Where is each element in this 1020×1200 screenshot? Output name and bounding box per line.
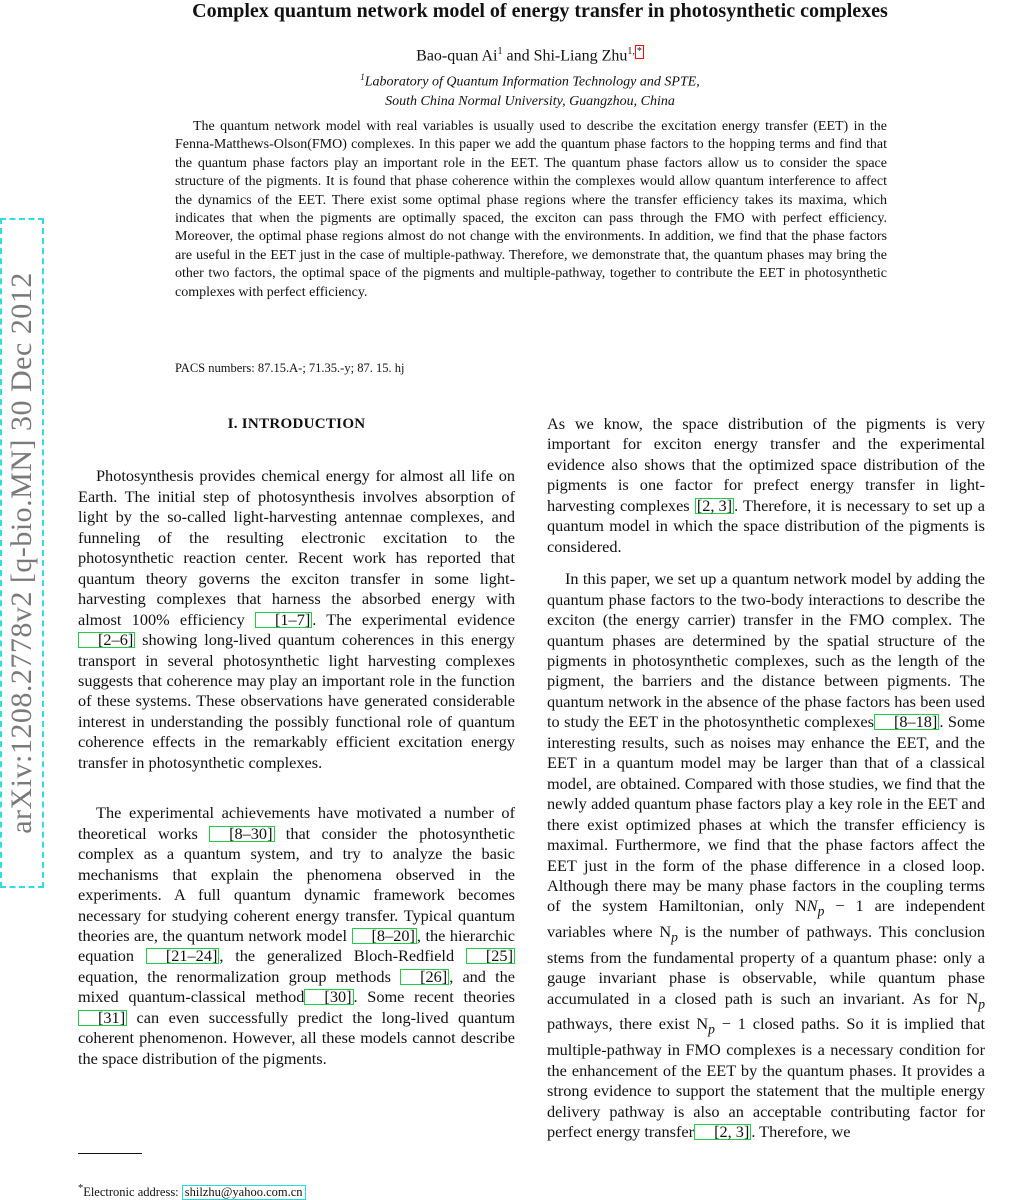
author-line [80, 42, 980, 66]
paragraph-text: , the generalized Bloch-Redfield [219, 946, 466, 966]
paragraph [547, 569, 985, 1142]
footnote-link[interactable]: * [636, 46, 642, 57]
pacs-numbers: PACS numbers: 87.15.A-; 71.35.-y; 87. 15. hj [175, 361, 405, 375]
affiliation-mark: 1, [627, 46, 635, 57]
affiliation-line: South China Normal University, Guangzhou, China [385, 93, 675, 109]
author-name: Shi-Liang Zhu [533, 47, 628, 65]
math-var [671, 922, 678, 945]
paragraph-text: , the hierarchic equation [78, 925, 515, 966]
citation-link[interactable]: [31] [78, 1010, 127, 1026]
citation-link[interactable]: [8–30] [209, 826, 274, 842]
citation-link[interactable]: [2, 3] [696, 495, 733, 515]
paper-title: Complex quantum network model of energy transfer in photosynthetic complexes [192, 0, 888, 22]
paragraph-text: that consider the photosynthetic complex as a quantum system, and try to analyze the basic mechanisms that explain the phenomena observed in the experiments. A full quantum dynamic framework becomes necessary for studying coherent energy transfer. Typical quantum theories are, the quantum network model [78, 823, 516, 945]
math-var: $N_p$ [806, 896, 825, 919]
citation-link[interactable]: [30] [304, 989, 353, 1005]
citation-link[interactable]: [2–6] [78, 632, 135, 648]
math-subscript: p [978, 995, 985, 1011]
citation-link[interactable]: [25] [466, 948, 515, 964]
author-name: Bao-quan Ai [416, 47, 498, 65]
paragraph-text: is the number of pathways. This conclusion stems from the fundamental property of a quantum phase: only a gauge invariant phase is observable, while quantum phase accumulated in a closed path is such an invariant. As for N [547, 922, 986, 1008]
paragraph-text: − 1 are independent variables where N [547, 896, 985, 942]
footnote-mark: * [78, 1183, 84, 1194]
arxiv-id: arXiv:1208.2778v2 [q-bio.MN] 30 Dec 2012 [5, 272, 38, 834]
footnote-rule [78, 1153, 142, 1154]
author-conjunction: and [506, 47, 530, 65]
math-subscript: p [708, 1021, 715, 1037]
citation-link[interactable]: [26] [400, 969, 449, 985]
affiliation [80, 68, 980, 111]
affiliation-mark: 1 [360, 72, 365, 82]
paragraph-text: . Therefore, we [751, 1121, 851, 1141]
paragraph [78, 466, 515, 773]
footnote-label: Electronic address: [83, 1185, 182, 1200]
abstract: The quantum network model with real variables is usually used to describe the excitation energy transfer (EET) in the Fenna-Matthews-Olson(FMO) complexes. In this paper we add the quantum phase factors to the hopping terms and find that the quantum phase factors play an important role in the EET. The quantum phase factors allow us to consider the space structure of the pigments. It is found that phase coherence within the complexes would allow quantum interference to affect the dynamics of the EET. There exist some optimal phase regions where the transfer efficiency takes its maxima, which indicates that when the pigments are optimally spaced, the exciton can pass through the FMO with perfect efficiency. Moreover, the optimal phase regions almost do not change with the environments. In addition, we find that the phase factors are useful in the EET just in the case of multiple-pathway. Therefore, we demonstrate that, the quantum phases may bring the other two factors, the optimal space of the pigments and multiple-pathway, together to contribute the EET in photosynthetic complexes with perfect efficiency. [175, 119, 887, 300]
paragraph-text: can even successfully predict the long-lived quantum coherent phenomenon. However, all these models cannot describe the space distribution of the pigments. [78, 1007, 515, 1068]
affiliation-line: Laboratory of Quantum Information Technology and SPTE, [364, 74, 700, 90]
left-column [78, 414, 515, 1069]
citation-link[interactable]: [1–7] [255, 612, 312, 628]
paragraph-text: . The experimental evidence [312, 609, 515, 629]
math-var [708, 1014, 715, 1037]
paragraph-text: showing long-lived quantum coherences in this energy transport in several photosynthetic light harvesting complexes suggests that coherence may play an important role in the function of these systems. These observations have generated considerable interest in understanding the possibly functional role of quantum coherence effects in the remarkably efficient excitation energy transfer in photosynthetic complexes. [78, 630, 515, 772]
paragraph-text: . Some recent theories [353, 987, 516, 1007]
math-var [978, 989, 985, 1011]
math-subscript: p [817, 903, 825, 919]
paragraph-text: . Some interesting results, such as noises may enhance the EET, and the EET in a quantum model may be larger than that of a classical model, are obtained. Compared with those studies, we find that the newly added quantum phase factors play a key role in the EET and there exist optimized phases at which the transfer efficiency is maximal. Furthermore, we find that the phase factors affect the EET just in the form of the phase difference in a closed loop. Although there may be many phase factors in the coupling terms of the system Hamiltonian, only N [547, 712, 986, 916]
paragraph [547, 414, 985, 557]
paragraph-text: Photosynthesis provides chemical energy for almost all life on Earth. The initial step of photosynthesis involves absorption of light by the so-called light-harvesting antennae complexes, and funneling of the resulting electronic excitation to the photosynthetic reaction center. Recent work has reported that quantum theory governs the exciton transfer in some light-harvesting complexes that harness the absorbed energy with almost 100% efficiency [78, 466, 515, 629]
paragraph-text: − 1 closed paths. So it is implied that multiple-pathway in FMO complexes is a necessary condition for the enhancement of the EET by the quantum phases. It provides a strong evidence to support the statement that the multiple energy delivery pathway is also an acceptable contributing factor for perfect energy transfer [547, 1014, 985, 1141]
paragraph-text: The experimental achievements have motivated a number of theoretical works [78, 803, 515, 843]
paragraph-text: pathways, there exist N [547, 1014, 709, 1034]
affiliation-mark: 1 [497, 46, 503, 57]
citation-link[interactable]: [2, 3] [694, 1124, 751, 1140]
citation-link[interactable]: [8–18] [874, 714, 939, 730]
right-column [547, 414, 985, 1142]
paragraph-text: , and the mixed quantum-classical method [78, 966, 515, 1007]
footnote [78, 1181, 306, 1200]
email-link[interactable]: shilzhu@yahoo.com.cn [182, 1185, 306, 1200]
paragraph-text: In this paper, we set up a quantum network model by adding the quantum phase factors to the two-body interactions to describe the exciton (the energy carrier) transfer in the FMO complex. The quantum phases are determined by the spatial structure of the pigments in photosynthetic complexes, such as the length of the pigment, the barriers and the distance between pigments. The quantum network in the absence of the phase factors has been used to study the EET in the photosynthetic complexes [547, 569, 985, 732]
section-heading: I. INTRODUCTION [227, 416, 366, 432]
paragraph-text: . Therefore, it is necessary to set up a quantum model in which the space distribution of the pigments is considered. [547, 495, 985, 556]
paragraph-text: As we know, the space distribution of the pigments is very important for exciton energy transfer and the experimental evidence also shows that the optimized space distribution of the pigments is one factor for prefect energy transfer in light-harvesting complexes [547, 414, 985, 515]
citation-link[interactable]: [21–24] [146, 948, 220, 964]
paragraph [78, 803, 515, 1069]
citation-link[interactable]: [8–20] [352, 928, 417, 944]
arxiv-stamp[interactable] [0, 218, 44, 888]
math-subscript: p [671, 929, 678, 945]
paragraph-text: equation, the renormalization group methods [78, 966, 401, 986]
